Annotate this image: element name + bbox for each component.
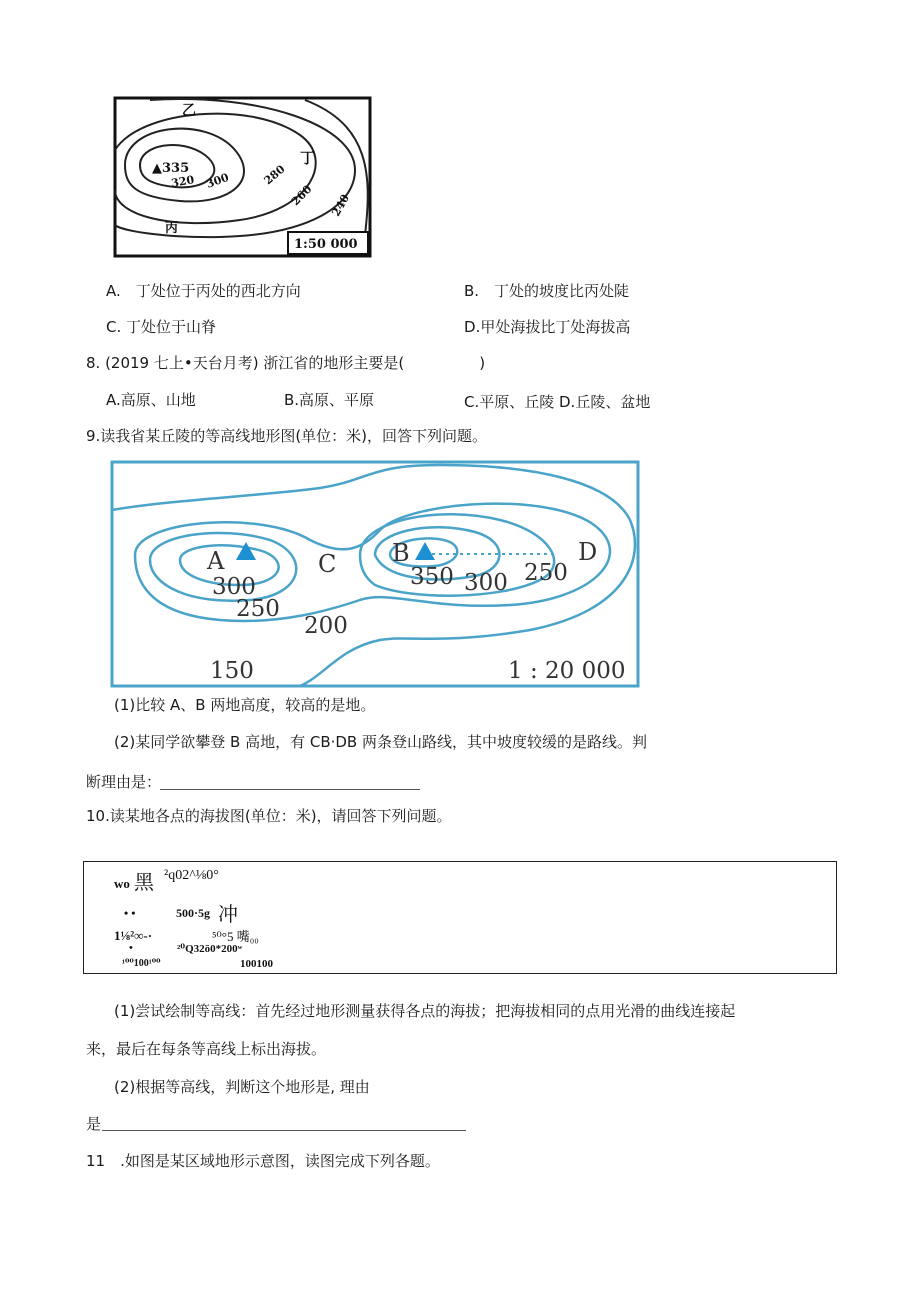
q9-reason-blank[interactable] <box>160 789 420 790</box>
q8-option-b: B.高原、平原 <box>284 391 375 409</box>
q8-option-cd: C.平原、丘陵 D.丘陵、盆地 <box>464 393 651 411</box>
q8-stem: 8. (2019 七上•天台月考) 浙江省的地形主要是( ) <box>86 354 486 372</box>
point-label-a: A <box>207 547 225 575</box>
contour-value: 200 <box>304 613 348 639</box>
map1-contour-label: 300 <box>204 170 231 191</box>
map2-scale: 1 : 20 000 <box>508 658 626 684</box>
q7-option-a: A. 丁处位于丙处的西北方向 <box>106 282 301 300</box>
map1-peak-label: ▲335 <box>152 161 190 176</box>
contour-value: 300 <box>212 574 256 600</box>
box-text: ²q02^⅛0° <box>164 868 219 883</box>
map1-label-bing: 丙 <box>165 221 179 236</box>
q7-option-b: B. 丁处的坡度比丙处陡 <box>464 282 630 300</box>
map1-contour-label: 240 <box>329 192 353 219</box>
contour-value: 300 <box>464 570 508 596</box>
q10-stem: 10.读某地各点的海拔图(单位：米)，请回答下列问题。 <box>86 807 452 825</box>
box-text: • • <box>124 906 136 920</box>
q10-sub2-line2: 是 <box>86 1115 102 1133</box>
point-label-b: B <box>392 539 410 567</box>
box-text: 100100 <box>240 958 273 970</box>
contour-map-1 <box>110 95 375 260</box>
q11-stem: 11 .如图是某区域地形示意图，读图完成下列各题。 <box>86 1152 440 1170</box>
contour-value: 250 <box>236 596 280 622</box>
q10-reason-blank[interactable] <box>102 1130 466 1131</box>
q10-sub1-line2: 来，最后在每条等高线上标出海拔。 <box>86 1040 327 1058</box>
map1-contour-label: 280 <box>261 162 288 188</box>
q7-option-c: C. 丁处位于山脊 <box>106 318 217 336</box>
point-label-c: C <box>318 550 337 578</box>
map1-contour-label: 320 <box>170 173 196 190</box>
box-text: 500·5g <box>176 906 211 920</box>
q9-sub2: (2)某同学欲攀登 B 高地，有 CB·DB 两条登山路线，其中坡度较缓的是路线。判 <box>114 733 647 751</box>
map1-contour-label: 260 <box>288 182 315 209</box>
box-text: wo <box>114 876 130 891</box>
map1-scale: 1:50 000 <box>294 237 358 252</box>
contour-map-2 <box>110 460 640 688</box>
box-text: ¹⁰⁰100¹⁰⁰ <box>122 958 161 969</box>
contour-value: 150 <box>210 658 254 684</box>
q10-sub2-line1: (2)根据等高线，判断这个地形是, 理由 <box>114 1078 370 1096</box>
box-text: 黑 <box>134 872 154 894</box>
box-text: • <box>129 942 133 954</box>
box-text: ²⁰Q32ō0*200ʷ <box>177 943 243 955</box>
q9-reason-label: 断理由是： <box>86 773 162 791</box>
q8-option-a: A.高原、山地 <box>106 391 196 409</box>
box-text: ⁵⁰°5 嘴₀₀ <box>212 929 259 944</box>
point-label-d: D <box>578 538 598 566</box>
map1-label-yi: 乙 <box>182 103 196 119</box>
map1-label-ding: 丁 <box>300 149 316 167</box>
contour-value: 250 <box>524 560 568 586</box>
elevation-points-box <box>83 861 837 974</box>
q9-stem: 9.读我省某丘陵的等高线地形图(单位：米)，回答下列问题。 <box>86 427 488 445</box>
q9-sub1: (1)比较 A、B 两地高度，较高的是地。 <box>114 696 376 714</box>
contour-value: 350 <box>410 564 454 590</box>
box-text: 冲 <box>218 904 238 926</box>
q7-option-d: D.甲处海拔比丁处海拔高 <box>464 318 631 336</box>
q10-sub1-line1: (1)尝试绘制等高线：首先经过地形测量获得各点的海拔；把海拔相同的点用光滑的曲线连接起 <box>114 1002 736 1020</box>
box-text: 1⅛²∞-· <box>114 928 153 943</box>
